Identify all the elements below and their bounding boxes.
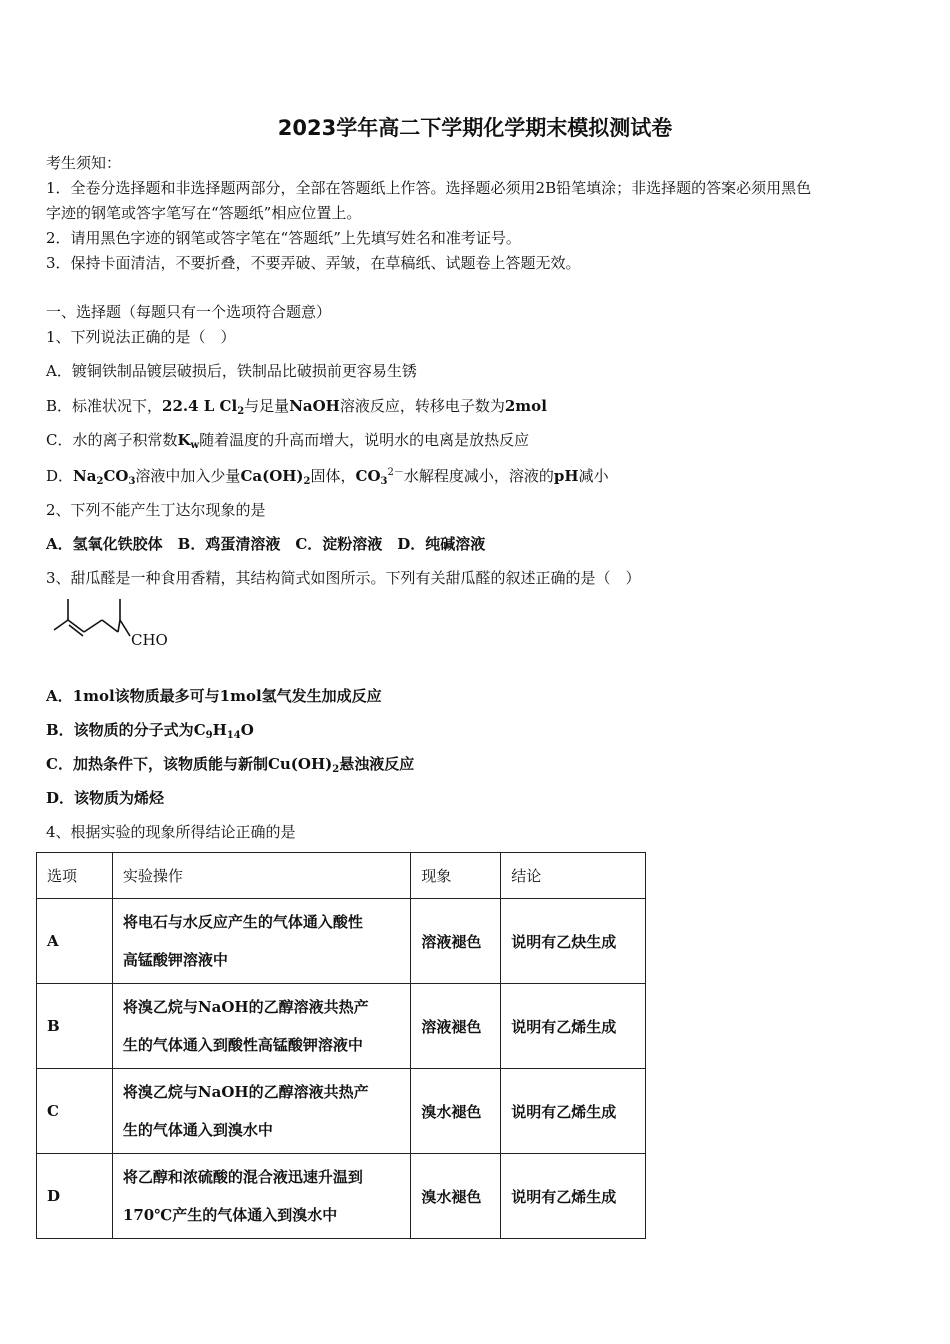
bond-line: [54, 620, 68, 630]
option-cell: B: [37, 984, 113, 1069]
structure-diagram: [50, 596, 180, 652]
q1-option-c: C．水的离子积常数$K_w$随着温度的升高而增大，说明水的电离是放热反应: [46, 431, 530, 451]
q1-option-d: D．$Na_2CO_3$溶液中加入少量$Ca(OH)_2$固体，$CO_3^{2-}$水解程度减小，溶液的pH减小: [46, 467, 609, 487]
q1-option-a: A．镀铜铁制品镀层破损后，铁制品比破损前更容易生锈: [46, 362, 417, 380]
table-header-cell: 结论: [501, 853, 646, 899]
phenomenon-cell: 溴水褪色: [411, 1069, 501, 1154]
q1-stem: 1、下列说法正确的是（ ）: [46, 328, 236, 346]
conclusion-cell: 说明有乙炔生成: [501, 899, 646, 984]
notice-heading: 考生须知：: [46, 154, 122, 172]
bond-line: [120, 620, 130, 636]
q3-stem: 3、甜瓜醛是一种食用香精，其结构简式如图所示。下列有关甜瓜醛的叙述正确的是（ ）: [46, 569, 641, 587]
operation-cell: 将电石与水反应产生的气体通入酸性 高锰酸钾溶液中: [112, 899, 410, 984]
option-cell: C: [37, 1069, 113, 1154]
q4-stem: 4、根据实验的现象所得结论正确的是: [46, 823, 296, 841]
phenomenon-cell: 溴水褪色: [411, 1154, 501, 1239]
table-header-cell: 实验操作: [112, 853, 410, 899]
table-row: [37, 899, 646, 984]
notice-item-3: 3．保持卡面清洁，不要折叠，不要弄破、弄皱，在草稿纸、试题卷上答题无效。: [46, 254, 581, 272]
q1-option-b: B．标准状况下，22.4 L $Cl_2$与足量NaOH溶液反应，转移电子数为2mol: [46, 397, 547, 417]
operation-cell: 将溴乙烷与NaOH的乙醇溶液共热产 生的气体通入到溴水中: [112, 1069, 410, 1154]
q3-option-c: C．加热条件下，该物质能与新制$Cu(OH)_2$悬浊液反应: [46, 755, 415, 775]
conclusion-cell: 说明有乙烯生成: [501, 984, 646, 1069]
bond-line: [118, 620, 120, 632]
operation-cell: 将溴乙烷与NaOH的乙醇溶液共热产 生的气体通入到酸性高锰酸钾溶液中: [112, 984, 410, 1069]
q2-stem: 2、下列不能产生丁达尔现象的是: [46, 501, 266, 519]
table-header-row: [37, 853, 646, 899]
notice-item-1b: 字迹的钢笔或答字笔写在“答题纸”相应位置上。: [46, 204, 362, 222]
bond-line: [102, 620, 118, 632]
table-row: [37, 1069, 646, 1154]
conclusion-cell: 说明有乙烯生成: [501, 1069, 646, 1154]
bond-line: [84, 620, 102, 632]
q3-option-d: D．该物质为烯烃: [46, 789, 165, 807]
operation-cell: 将乙醇和浓硫酸的混合液迅速升温到 170℃产生的气体通入到溴水中: [112, 1154, 410, 1239]
q3-option-b: B．该物质的分子式为$C_9H_{14}O$: [46, 721, 254, 741]
table-header-cell: 现象: [411, 853, 501, 899]
table-row: [37, 984, 646, 1069]
notice-item-2: 2．请用黑色字迹的钢笔或答字笔在“答题纸”上先填写姓名和准考证号。: [46, 229, 521, 247]
cho-label: CHO: [131, 631, 168, 649]
page-title: 2023学年高二下学期化学期末模拟测试卷: [277, 116, 673, 140]
option-cell: A: [37, 899, 113, 984]
q2-options: A．氢氧化铁胶体 B．鸡蛋清溶液 C．淀粉溶液 D．纯碱溶液: [46, 535, 486, 553]
phenomenon-cell: 溶液褪色: [411, 899, 501, 984]
q4-table: [36, 852, 646, 1239]
table-row: [37, 1154, 646, 1239]
section-heading: 一、选择题（每题只有一个选项符合题意）: [46, 303, 332, 321]
phenomenon-cell: 溶液褪色: [411, 984, 501, 1069]
notice-item-1a: 1．全卷分选择题和非选择题两部分，全部在答题纸上作答。选择题必须用2B铅笔填涂；非选择题的答案必须用黑色: [46, 179, 812, 197]
q3-option-a: A．1mol该物质最多可与1mol氢气发生加成反应: [46, 687, 382, 705]
conclusion-cell: 说明有乙烯生成: [501, 1154, 646, 1239]
option-cell: D: [37, 1154, 113, 1239]
table-header-cell: 选项: [37, 853, 113, 899]
